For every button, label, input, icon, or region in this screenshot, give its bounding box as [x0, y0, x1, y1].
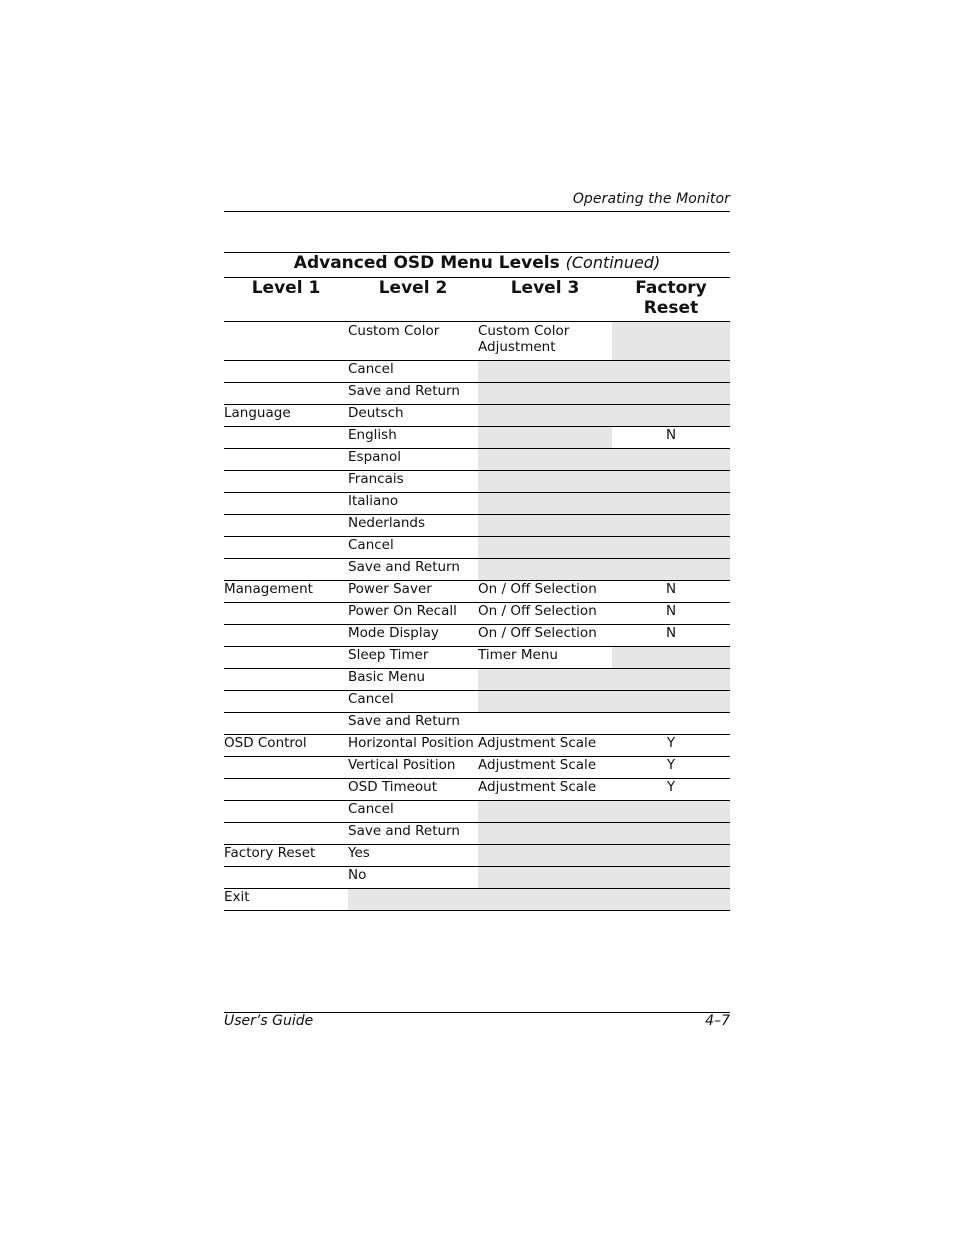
level-2-cell: Save and Return: [348, 383, 478, 405]
level-3-cell: [478, 801, 612, 823]
table-body: [224, 322, 730, 911]
level-3-cell: [478, 669, 612, 691]
table-row: [224, 757, 730, 779]
level-1-cell: [224, 801, 348, 823]
column-header-factory-reset: [612, 278, 730, 322]
table-row: [224, 405, 730, 427]
level-2-cell: Cancel: [348, 361, 478, 383]
table-row: [224, 559, 730, 581]
table-row: [224, 471, 730, 493]
level-3-cell: [478, 427, 612, 449]
factory-reset-cell: [612, 867, 730, 889]
table-row: [224, 823, 730, 845]
level-3-cell: [478, 471, 612, 493]
level-1-cell: [224, 537, 348, 559]
factory-reset-cell: [612, 537, 730, 559]
level-2-cell: Horizontal Position: [348, 735, 478, 757]
table-title-suffix: (Continued): [565, 253, 661, 272]
table-row: [224, 603, 730, 625]
level-3-cell: [478, 449, 612, 471]
table-row: [224, 322, 730, 361]
level-2-cell: Mode Display: [348, 625, 478, 647]
table-row: [224, 713, 730, 735]
level-2-cell: No: [348, 867, 478, 889]
level-2-cell: Power Saver: [348, 581, 478, 603]
level-2-cell: Vertical Position: [348, 757, 478, 779]
level-1-cell: Management: [224, 581, 348, 603]
running-header: Operating the Monitor: [572, 191, 730, 207]
osd-menu-levels-table: [224, 252, 730, 911]
table-row: [224, 581, 730, 603]
level-2-cell: Cancel: [348, 691, 478, 713]
level-2-cell: Sleep Timer: [348, 647, 478, 669]
factory-reset-cell: [612, 515, 730, 537]
level-1-cell: [224, 471, 348, 493]
factory-reset-cell: N: [612, 625, 730, 647]
level-3-cell: [478, 493, 612, 515]
column-header-level-1: Level 1: [224, 278, 348, 322]
factory-reset-cell: [612, 449, 730, 471]
level-1-cell: [224, 669, 348, 691]
level-3-cell: [478, 713, 612, 735]
level-2-cell: Basic Menu: [348, 669, 478, 691]
level-1-cell: [224, 757, 348, 779]
level-1-cell: [224, 322, 348, 361]
table-title: [224, 252, 730, 278]
factory-reset-cell: [612, 845, 730, 867]
level-3-cell: [478, 383, 612, 405]
level-3-cell: [478, 361, 612, 383]
level-1-cell: [224, 691, 348, 713]
level-2-cell: Save and Return: [348, 713, 478, 735]
level-3-cell: Timer Menu: [478, 647, 612, 669]
level-2-cell: Francais: [348, 471, 478, 493]
level-1-cell: [224, 493, 348, 515]
table-row: [224, 691, 730, 713]
table-row: [224, 449, 730, 471]
level-1-cell: Exit: [224, 889, 348, 911]
factory-reset-cell: [612, 801, 730, 823]
level-2-cell: Yes: [348, 845, 478, 867]
factory-reset-cell: [612, 823, 730, 845]
level-2-cell: Cancel: [348, 537, 478, 559]
level-2-cell: Save and Return: [348, 823, 478, 845]
level-1-cell: [224, 823, 348, 845]
level-3-cell: [478, 405, 612, 427]
level-3-cell: [478, 845, 612, 867]
table-row: [224, 669, 730, 691]
factory-reset-cell: N: [612, 427, 730, 449]
factory-reset-cell: [612, 713, 730, 735]
factory-reset-cell: [612, 471, 730, 493]
level-3-cell: [478, 691, 612, 713]
level-3-cell: Adjustment Scale: [478, 735, 612, 757]
level-3-cell: Custom Color Adjustment: [478, 322, 612, 361]
page-number: 4–7: [705, 1013, 730, 1029]
level-3-cell: [478, 889, 612, 911]
column-header-level-3: Level 3: [478, 278, 612, 322]
factory-reset-cell: Y: [612, 757, 730, 779]
factory-reset-cell: [612, 691, 730, 713]
level-2-cell: OSD Timeout: [348, 779, 478, 801]
table-row: [224, 647, 730, 669]
level-1-cell: OSD Control: [224, 735, 348, 757]
table-row: [224, 625, 730, 647]
factory-reset-cell: [612, 405, 730, 427]
level-2-cell: Italiano: [348, 493, 478, 515]
level-1-cell: [224, 713, 348, 735]
level-1-cell: [224, 647, 348, 669]
level-3-cell: [478, 867, 612, 889]
factory-reset-cell: [612, 889, 730, 911]
factory-reset-cell: [612, 383, 730, 405]
level-1-cell: [224, 449, 348, 471]
factory-reset-cell: N: [612, 603, 730, 625]
level-2-cell: English: [348, 427, 478, 449]
header-rule: [224, 211, 730, 212]
level-1-cell: Language: [224, 405, 348, 427]
factory-reset-cell: Y: [612, 779, 730, 801]
level-2-cell: [348, 889, 478, 911]
table-header-row: [224, 278, 730, 322]
level-1-cell: [224, 625, 348, 647]
table-row: [224, 383, 730, 405]
factory-reset-cell: [612, 322, 730, 361]
table-row: [224, 867, 730, 889]
table-row: [224, 889, 730, 911]
level-3-cell: On / Off Selection: [478, 625, 612, 647]
factory-reset-cell: [612, 559, 730, 581]
level-3-cell: On / Off Selection: [478, 581, 612, 603]
level-2-cell: Custom Color: [348, 322, 478, 361]
table-row: [224, 537, 730, 559]
footer-guide-title: User’s Guide: [224, 1013, 314, 1029]
column-header-level-2: Level 2: [348, 278, 478, 322]
factory-reset-header-text: Factory Reset: [635, 278, 707, 318]
table-row: [224, 735, 730, 757]
level-3-cell: Adjustment Scale: [478, 757, 612, 779]
table-row: [224, 427, 730, 449]
factory-reset-cell: [612, 647, 730, 669]
level-1-cell: [224, 779, 348, 801]
table-row: [224, 801, 730, 823]
level-3-cell: [478, 515, 612, 537]
factory-reset-cell: [612, 669, 730, 691]
factory-reset-cell: Y: [612, 735, 730, 757]
factory-reset-cell: N: [612, 581, 730, 603]
table-row: [224, 515, 730, 537]
table-row: [224, 493, 730, 515]
table-row: [224, 361, 730, 383]
level-2-cell: Deutsch: [348, 405, 478, 427]
level-1-cell: [224, 515, 348, 537]
level-3-cell: [478, 537, 612, 559]
factory-reset-cell: [612, 493, 730, 515]
level-1-cell: Factory Reset: [224, 845, 348, 867]
level-1-cell: [224, 361, 348, 383]
level-3-cell: [478, 559, 612, 581]
level-2-cell: Save and Return: [348, 559, 478, 581]
table-row: [224, 845, 730, 867]
level-1-cell: [224, 867, 348, 889]
level-2-cell: Espanol: [348, 449, 478, 471]
level-2-cell: Power On Recall: [348, 603, 478, 625]
level-3-cell: On / Off Selection: [478, 603, 612, 625]
table-row: [224, 779, 730, 801]
level-1-cell: [224, 383, 348, 405]
level-1-cell: [224, 427, 348, 449]
table-title-text: Advanced OSD Menu Levels: [293, 253, 560, 273]
level-3-cell: [478, 823, 612, 845]
level-2-cell: Nederlands: [348, 515, 478, 537]
level-3-cell: Adjustment Scale: [478, 779, 612, 801]
level-1-cell: [224, 559, 348, 581]
level-1-cell: [224, 603, 348, 625]
level-2-cell: Cancel: [348, 801, 478, 823]
factory-reset-cell: [612, 361, 730, 383]
